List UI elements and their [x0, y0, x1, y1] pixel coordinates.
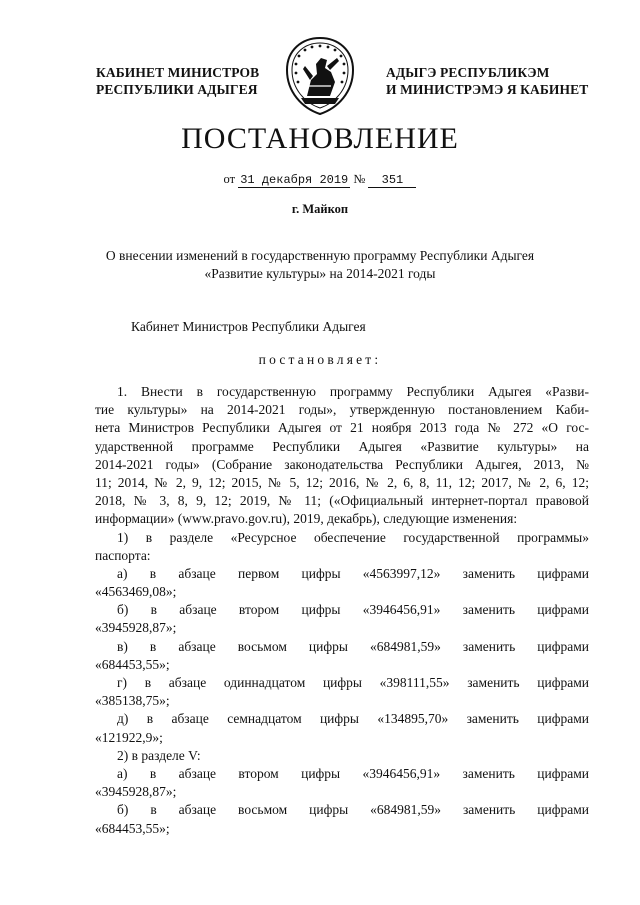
issuer-line: КАБИНЕТ МИНИСТРОВ: [96, 65, 260, 80]
body-line: 2014-2021 годы» (Собрание законодательства Республики Адыгея, 2013, №: [95, 456, 589, 472]
resolves-line: постановляет:: [258, 352, 382, 367]
body-line: «4563469,08»;: [95, 584, 177, 600]
document-title: ПОСТАНОВЛЕНИЕ: [181, 122, 459, 155]
body-line: 2018, № 3, 8, 9, 12; 2019, № 11; («Официальный интернет-портал правовой: [95, 493, 589, 509]
body-line: нета Министров Республики Адыгея от 21 ноября 2013 года № 272 «О гос-: [95, 420, 589, 436]
document-date: 31 декабря 2019: [240, 173, 349, 187]
cabinet-line: Кабинет Министров Республики Адыгея: [131, 319, 366, 334]
subject-line: О внесении изменений в государственную программу Республики Адыгея: [105, 248, 535, 263]
body-line: «684453,55»;: [95, 656, 170, 672]
document-number: 351: [368, 173, 416, 188]
body-line: 1) в разделе «Ресурсное обеспечение государственной программы»: [117, 529, 589, 545]
body-line: б) в абзаце восьмом цифры «684981,59» заменить цифрами: [117, 802, 589, 818]
body-line: тие культуры» на 2014-2021 годы», утвержденную постановлением Каби-: [95, 402, 589, 418]
body-line: б) в абзаце втором цифры «3946456,91» заменить цифрами: [117, 602, 589, 618]
body-line: д) в абзаце семнадцатом цифры «134895,70» заменить цифрами: [117, 711, 589, 727]
date-prefix: от: [223, 172, 236, 186]
issuer-line: РЕСПУБЛИКИ АДЫГЕЯ: [96, 82, 258, 97]
document-body: [95, 383, 589, 838]
number-prefix: №: [353, 172, 366, 186]
body-line: г) в абзаце одиннадцатом цифры «398111,55» заменить цифрами: [117, 675, 589, 690]
body-line: в) в абзаце восьмом цифры «684981,59» заменить цифрами: [117, 638, 589, 654]
body-line: 2) в разделе V:: [117, 747, 201, 763]
issuer-line: АДЫГЭ РЕСПУБЛИКЭМ: [386, 65, 550, 80]
body-line: информации» (www.pravo.gov.ru), 2019, декабрь), следующие изменения:: [95, 511, 518, 527]
body-line: а) в абзаце втором цифры «3946456,91» заменить цифрами: [117, 765, 589, 781]
issuer-name-russian: [96, 64, 259, 98]
body-line: а) в абзаце первом цифры «4563997,12» заменить цифрами: [117, 565, 589, 581]
issuer-name-adyghe: [386, 64, 588, 98]
body-line: «3945928,87»;: [95, 620, 177, 636]
issuer-line: И МИНИСТРЭМЭ Я КАБИНЕТ: [386, 82, 589, 97]
republic-emblem-icon: [283, 36, 357, 116]
body-line: ударственной программе Республики Адыгея «Развитие культуры» на: [95, 438, 589, 454]
date-number-line: [0, 172, 640, 188]
body-line: паспорта:: [95, 547, 151, 563]
body-line: 1. Внести в государственную программу Республики Адыгея «Разви-: [117, 384, 589, 399]
body-line: «385138,75»;: [95, 693, 170, 709]
body-line: «3945928,87»;: [95, 784, 177, 800]
body-line: «121922,9»;: [95, 729, 163, 745]
city-name: г. Майкоп: [291, 202, 349, 216]
body-line: 11; 2014, № 2, 9, 12; 2015, № 5, 12; 2016, № 2, 6, 8, 11, 12; 2017, № 2, 6, 12;: [95, 474, 589, 490]
body-line: «684453,55»;: [95, 820, 170, 836]
document-subject: [90, 247, 550, 283]
subject-line: «Развитие культуры» на 2014-2021 годы: [204, 266, 436, 281]
